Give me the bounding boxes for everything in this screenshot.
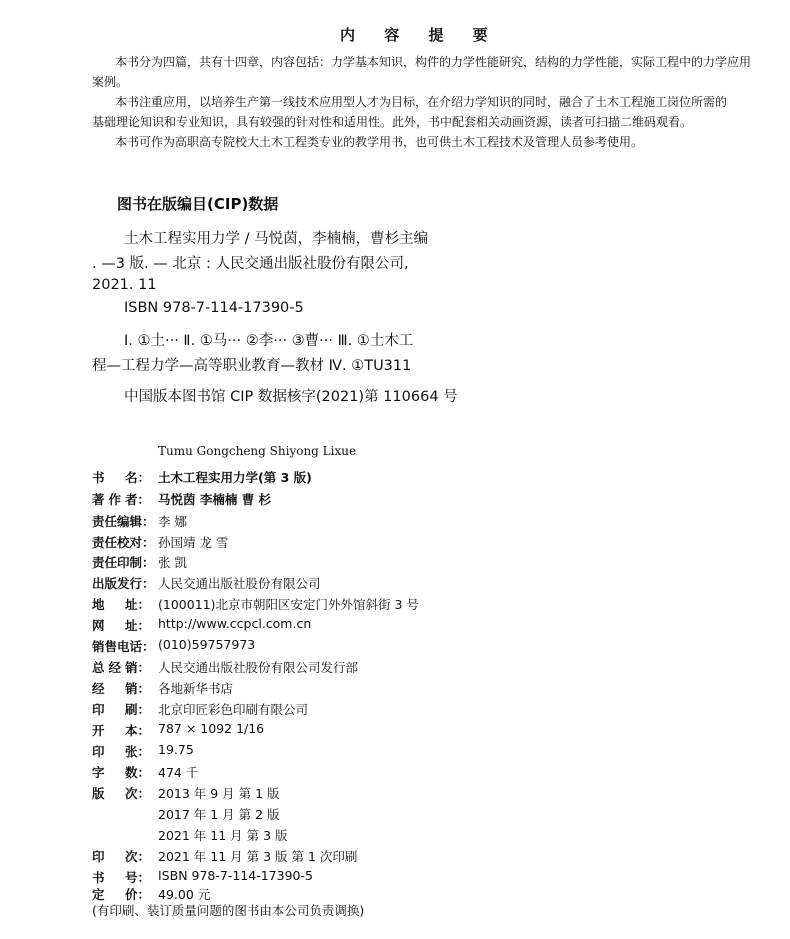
cip-line: . —3 版. — 北京 : 人民交通出版社股份有限公司,: [92, 256, 409, 272]
summary-line: 本书可作为高职高专院校大土木工程类专业的教学用书，也可供土木工程技术及管理人员参考使用。: [115, 135, 644, 149]
info-label: 责 任 校 对：: [92, 535, 155, 550]
info-label: 出 版 发 行：: [92, 576, 155, 591]
info-value: 土木工程实用力学(第 3 版): [158, 470, 312, 485]
info-label: 版 次：: [92, 786, 150, 801]
cip-line: 2021. 11: [92, 277, 157, 293]
info-value: 各地新华书店: [158, 681, 234, 696]
info-label: 开 本：: [92, 723, 150, 738]
info-value: ISBN 978-7-114-17390-5: [158, 868, 313, 883]
info-label: 印 张：: [92, 744, 150, 759]
cip-line: ISBN 978-7-114-17390-5: [124, 300, 304, 316]
summary-line: 本书分为四篇，共有十四章，内容包括：力学基本知识，构件的力学性能研究，结构的力学性能，实际工程中的力学应用: [115, 55, 752, 69]
info-value: http://www.ccpcl.com.cn: [158, 616, 312, 631]
info-label: 网 址：: [92, 618, 150, 633]
info-value: (010)59757973: [158, 637, 256, 652]
info-label: 总 经 销：: [92, 660, 150, 675]
info-label: 书 号：: [92, 870, 150, 885]
info-value: 2013 年 9 月 第 1 版: [158, 786, 280, 801]
summary-heading: 内 容 提 要: [340, 26, 500, 44]
info-value: 2021 年 11 月 第 3 版 第 1 次印刷: [158, 849, 358, 864]
cip-line: 中国版本图书馆 CIP 数据核字(2021)第 110664 号: [124, 389, 458, 405]
info-value: 49.00 元: [158, 887, 211, 902]
info-value: 李 娜: [158, 514, 187, 529]
summary-line: 基础理论知识和专业知识，具有较强的针对性和适用性。此外，书中配套相关动画资源，读者可扫描二维码观看。: [92, 115, 693, 129]
info-value: 人民交通出版社股份有限公司: [158, 576, 321, 591]
info-value: (100011)北京市朝阳区安定门外外馆斜街 3 号: [158, 597, 419, 612]
info-label: 字 数：: [92, 765, 150, 780]
pinyin-title: Tumu Gongcheng Shiyong Lixue: [158, 444, 357, 458]
footnote: (有印刷、装订质量问题的图书由本公司负责调换): [92, 903, 365, 918]
info-label: 书 名：: [92, 470, 150, 485]
info-label: 经 销：: [92, 681, 150, 696]
info-value: 人民交通出版社股份有限公司发行部: [158, 660, 359, 675]
summary-line: 本书注重应用，以培养生产第一线技术应用型人才为目标，在介绍力学知识的同时，融合了土木工程施工岗位所需的: [115, 95, 728, 109]
cip-line: 土木工程实用力学 / 马悦茵，李楠楠，曹杉主编: [124, 231, 429, 247]
info-label: 销 售 电 话：: [92, 639, 155, 654]
info-value: 19.75: [158, 742, 194, 757]
info-value: 787 × 1092 1/16: [158, 721, 265, 736]
info-label: 著 作 者：: [92, 492, 150, 507]
info-label: 地 址：: [92, 597, 150, 612]
info-value: 474 千: [158, 765, 199, 780]
info-value: 孙国靖 龙 雪: [158, 535, 229, 550]
info-value: 马悦茵 李楠楠 曹 杉: [158, 492, 272, 507]
info-label: 责 任 印 制：: [92, 555, 155, 570]
info-label: 印 次：: [92, 849, 150, 864]
summary-line: 案例。: [92, 75, 129, 89]
cip-heading: 图书在版编目(CIP)数据: [117, 195, 279, 213]
cip-line: 程—工程力学—高等职业教育—教材 Ⅳ. ①TU311: [92, 358, 412, 374]
info-value: 张 凯: [158, 555, 187, 570]
info-value: 2021 年 11 月 第 3 版: [158, 828, 288, 843]
info-label: 责 任 编 辑：: [92, 514, 155, 529]
info-label: 定 价：: [92, 887, 150, 902]
info-value: 2017 年 1 月 第 2 版: [158, 807, 280, 822]
info-value: 北京印匠彩色印刷有限公司: [158, 702, 309, 717]
cip-line: Ⅰ. ①土··· Ⅱ. ①马··· ②李··· ③曹··· Ⅲ. ①土木工: [124, 333, 414, 349]
info-label: 印 刷：: [92, 702, 150, 717]
